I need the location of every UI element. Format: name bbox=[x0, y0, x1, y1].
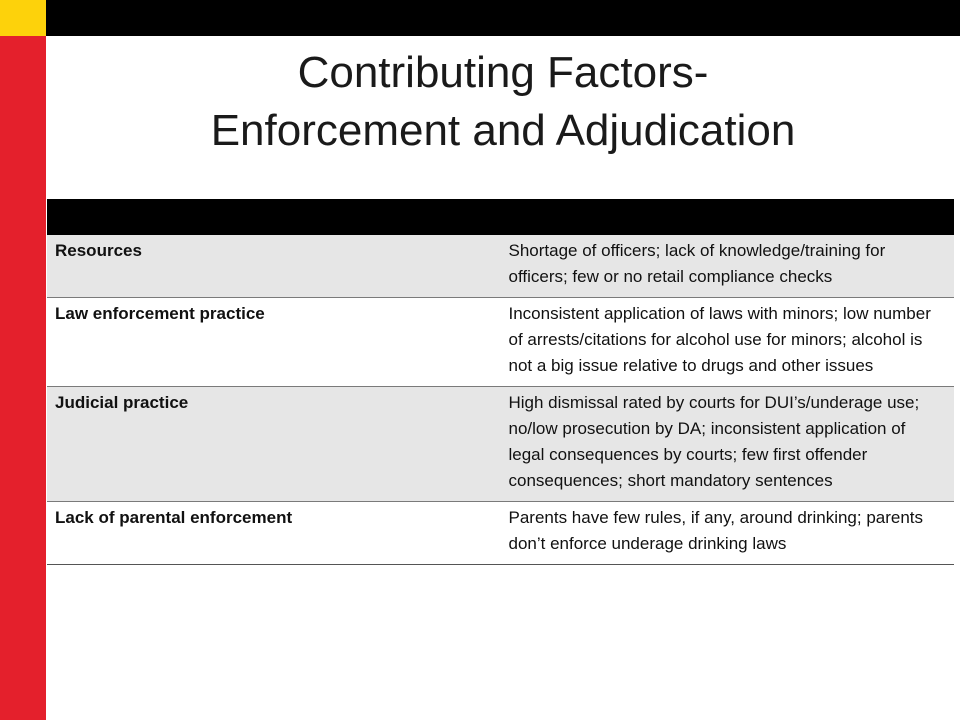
top-header-bar bbox=[46, 0, 960, 36]
factor-cell: Law enforcement practice bbox=[47, 298, 501, 387]
table-row bbox=[47, 502, 954, 565]
table-header-detail bbox=[501, 199, 955, 235]
slide-title-line-1: Contributing Factors- bbox=[297, 48, 709, 97]
table-header-row bbox=[47, 199, 954, 235]
detail-cell: Inconsistent application of laws with minors; low number of arrests/citations for alcohol use for minors; alcohol is not a big issue relative to drugs and other issues bbox=[501, 298, 955, 387]
factor-cell: Judicial practice bbox=[47, 387, 501, 502]
table-header-factor bbox=[47, 199, 501, 235]
detail-cell: Parents have few rules, if any, around drinking; parents don’t enforce underage drinking laws bbox=[501, 502, 955, 565]
detail-cell: Shortage of officers; lack of knowledge/training for officers; few or no retail compliance checks bbox=[501, 235, 955, 298]
detail-cell: High dismissal rated by courts for DUI’s/underage use; no/low prosecution by DA; inconsistent application of legal consequences by courts; few first offender consequences; short mandatory sentences bbox=[501, 387, 955, 502]
left-accent-bar bbox=[0, 0, 46, 720]
corner-accent-square bbox=[0, 0, 46, 36]
factor-cell: Lack of parental enforcement bbox=[47, 502, 501, 565]
table-row bbox=[47, 298, 954, 387]
table-row bbox=[47, 235, 954, 298]
slide-title bbox=[46, 44, 960, 160]
table-row bbox=[47, 387, 954, 502]
factor-cell: Resources bbox=[47, 235, 501, 298]
factors-table bbox=[47, 199, 954, 565]
slide-title-line-2: Enforcement and Adjudication bbox=[210, 106, 796, 155]
